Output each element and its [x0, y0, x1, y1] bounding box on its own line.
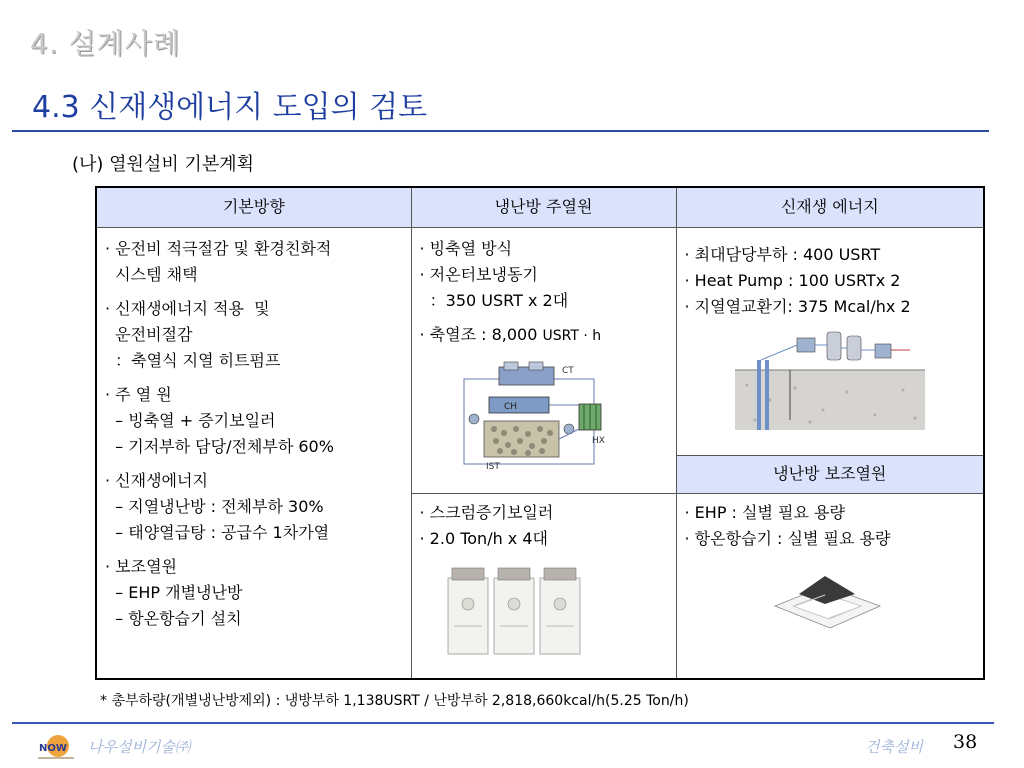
list-item: · 지열열교환기: 375 Mcal/hx 2 — [684, 296, 911, 316]
ch-label: CH — [503, 401, 517, 412]
heat-source-table — [95, 186, 985, 680]
footnote: * 총부하량(개별냉난방제외) : 냉방부하 1,138USRT / 난방부하 2,818,660kcal/h(5.25 Ton/h) — [100, 693, 689, 709]
list-item: 시스템 채택 — [105, 264, 198, 284]
header-main-source: 냉난방 주열원 — [411, 187, 676, 227]
page-number: 38 — [953, 731, 978, 753]
list-item: · 신재생에너지 적용 및 — [105, 298, 270, 318]
logo-text: NOW — [39, 743, 67, 754]
company-logo — [36, 730, 76, 764]
storage-label: · 축열조 : 8,000 — [419, 324, 543, 344]
ist-label: IST — [485, 461, 500, 472]
renewable-cell — [676, 227, 984, 455]
department-label: 건축설비 — [865, 738, 923, 756]
list-item: · 보조열원 — [105, 556, 177, 576]
auxiliary-cell — [676, 493, 984, 679]
company-name: 나우설비기술㈜ — [88, 738, 190, 756]
list-item: ：축열식 지열 히트펌프 — [105, 350, 281, 370]
list-item: – 빙축열 + 증기보일러 — [105, 410, 276, 430]
list-item: – 태양열급탕 : 공급수 1차가열 — [105, 522, 330, 542]
footer-rule — [12, 722, 994, 724]
basic-direction-cell — [96, 227, 411, 679]
hx-label: HX — [591, 435, 605, 446]
header-renewable: 신재생 에너지 — [676, 187, 984, 227]
page-title: 4.3 신재생에너지 도입의 검토 — [32, 90, 428, 125]
list-item: · 항온항습기 : 실별 필요 용량 — [684, 528, 891, 548]
ct-label: CT — [561, 365, 574, 376]
list-item: · 신재생에너지 — [105, 470, 208, 490]
list-item: 운전비절감 — [105, 324, 193, 344]
list-item: – 항온항습기 설치 — [105, 608, 242, 628]
header-basic-direction: 기본방향 — [96, 187, 411, 227]
main-source-cell-top — [411, 227, 676, 493]
section-label: 4. 설계사례 — [30, 27, 181, 60]
list-item: · 빙축열 방식 — [419, 238, 513, 258]
boiler-illustration — [446, 566, 668, 656]
geothermal-diagram — [735, 330, 976, 430]
list-item: · 운전비 적극절감 및 환경친화적 — [105, 238, 332, 258]
list-item: · 스크럼증기보일러 — [419, 502, 554, 522]
list-item: · 최대담당부하 : 400 USRT — [684, 244, 881, 264]
list-item: · 주 열 원 — [105, 384, 172, 404]
list-item: – 기저부하 담당/전체부하 60% — [105, 436, 334, 456]
list-item: · EHP : 실별 필요 용량 — [684, 502, 845, 522]
list-item: – EHP 개별냉난방 — [105, 582, 243, 602]
main-source-cell-bottom — [411, 493, 676, 679]
subtitle: (나) 열원설비 기본계획 — [72, 154, 254, 175]
subheader-auxiliary: 냉난방 보조열원 — [676, 455, 984, 493]
storage-unit: USRT · h — [542, 327, 602, 344]
list-item: · Heat Pump : 100 USRTx 2 — [684, 270, 901, 290]
list-item: ：350 USRT x 2대 — [419, 290, 569, 310]
list-item: · 2.0 Ton/h x 4대 — [419, 528, 548, 548]
list-item — [420, 322, 668, 349]
title-rule — [12, 130, 989, 132]
list-item: – 지열냉난방 : 전체부하 30% — [105, 496, 324, 516]
list-item: · 저온터보냉동기 — [419, 264, 538, 284]
ceiling-cassette-illustration — [765, 566, 976, 636]
ice-storage-diagram — [444, 359, 668, 479]
